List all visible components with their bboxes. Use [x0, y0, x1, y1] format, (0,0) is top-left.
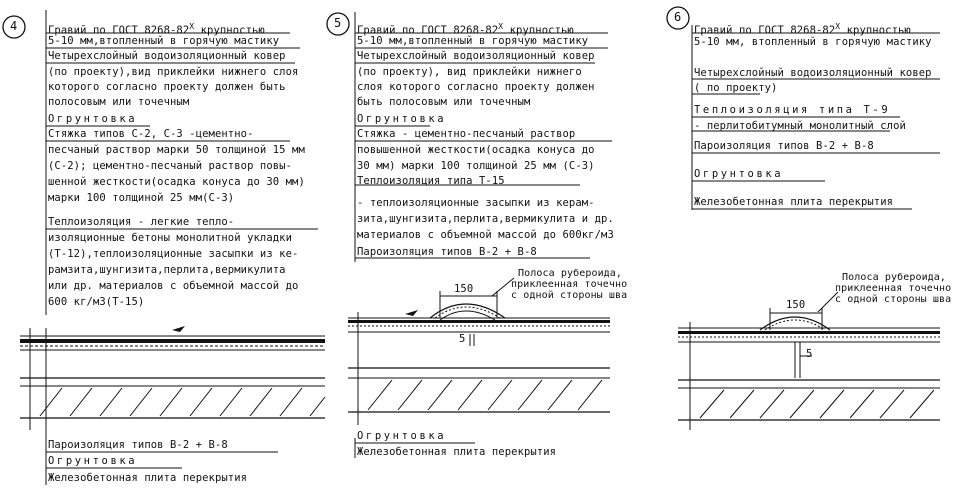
layer-text: Теплоизоляция типа Т-9 — [694, 104, 891, 116]
detail-5-number: 5 — [334, 16, 342, 30]
grain-tail: крупностью — [509, 24, 574, 37]
layer-text: Теплоизоляция - легкие тепло- — [48, 216, 235, 228]
layer-text: 5-10 мм,втопленный в горячую мастику — [357, 35, 589, 47]
layer-text: ( по проекту) — [694, 82, 778, 94]
layer-text: (по проекту), вид приклейки нижнего — [357, 66, 582, 78]
layer-text: Стяжка типов С-2, С-3 -цементно- — [48, 128, 254, 140]
layer-text: песчаный раствор марки 50 толщиной 15 мм — [48, 144, 305, 156]
grain-suffix: X — [498, 22, 504, 31]
layer-text: 5-10 мм,втопленный в горячую мастику — [48, 35, 280, 47]
layer-text: Железобетонная плита перекрытия — [694, 196, 894, 208]
layer-text: Огрунтовка — [694, 168, 784, 180]
layer-text: зита,шунгизита,перлита,вермикулита и др. — [357, 213, 614, 225]
detail-5-dim-width: 150 — [454, 283, 474, 295]
layer-text: (по проекту),вид приклейки нижнего слоя — [48, 66, 299, 78]
detail-4-number: 4 — [10, 19, 18, 33]
layer-text: полосовым или точечным — [48, 96, 190, 108]
layer-text: Четырехслойный водоизоляционный ковер — [48, 50, 286, 62]
layer-text: Пароизоляция типов В-2 + В-8 — [48, 439, 228, 451]
layer-text: Гравий по ГОСТ 8268-82 — [694, 24, 836, 37]
layer-text: повышенной жесткости(осадка конуса до — [357, 144, 595, 156]
note-text: с одной стороны шва — [511, 290, 628, 301]
grain-tail: крупностью — [846, 24, 911, 37]
detail-5-dim-gap: 5 — [459, 333, 466, 345]
layer-text: Гравий по ГОСТ 8268-82 — [357, 24, 499, 37]
layer-text: быть полосовым или точечным — [357, 96, 531, 108]
layer-text: Гравий по ГОСТ 8268-82 — [48, 24, 190, 37]
layer-text: слоя которого согласно проекту должен — [357, 81, 595, 93]
grain-suffix: X — [189, 22, 195, 31]
layer-text: 600 кг/м3(Т-15) — [48, 296, 145, 308]
layer-text: (С-2); цементно-песчаный раствор повы- — [48, 160, 293, 172]
layer-text: Пароизоляция типов В-2 + В-8 — [357, 246, 537, 258]
layer-text: или др. материалов с объемной массой до — [48, 280, 299, 292]
note-text: Полоса рубероида, — [518, 268, 623, 279]
layer-text: Четырехслойный водоизоляционный ковер — [694, 67, 932, 79]
layer-text: шенной жесткости(осадка конуса до 30 мм) — [48, 176, 305, 188]
layer-text: марки 100 толщиной 25 мм(С-3) — [48, 192, 235, 204]
detail-6-leaders — [692, 25, 940, 210]
note-text: Полоса рубероида, — [842, 272, 947, 283]
layer-text: рамзита,шунгизита,перлита,вермикулита — [48, 264, 286, 276]
layer-text: Стяжка - цементно-песчаный раствор — [357, 128, 576, 140]
grain-tail: крупностью — [200, 24, 265, 37]
layer-text: изоляционные бетоны монолитной укладки — [48, 232, 293, 244]
note-text: с одной стороны шва — [835, 294, 952, 305]
note-text: приклеенная точечно — [835, 283, 952, 294]
layer-text: Пароизоляция типов В-2 + В-8 — [694, 140, 874, 152]
detail-6-number: 6 — [674, 10, 682, 24]
layer-text: которого согласно проекту должен быть — [48, 81, 286, 93]
detail-6-dim-width: 150 — [786, 299, 806, 311]
layer-text: Огрунтовка — [48, 113, 138, 125]
layer-text: Теплоизоляция типа Т-15 — [357, 175, 505, 187]
layer-text: Железобетонная плита перекрытия — [48, 472, 248, 484]
detail-6-dim-gap: 5 — [806, 348, 813, 360]
layer-text: Огрунтовка — [48, 455, 138, 467]
layer-text: Огрунтовка — [357, 430, 447, 442]
layer-text: - перлитобитумный монолитный слой — [694, 120, 906, 132]
layer-text: (Т-12),теплоизоляционные засыпки из ке- — [48, 248, 299, 260]
layer-text: Четырехслойный водоизоляционный ковер — [357, 50, 595, 62]
layer-text: 30 мм) марки 100 толщиной 25 мм (С-3) — [357, 160, 595, 172]
layer-text: Огрунтовка — [357, 113, 447, 125]
layer-text: материалов с объемной массой до 600кг/м3 — [357, 229, 614, 241]
detail-4-section — [20, 326, 325, 430]
layer-text: Железобетонная плита перекрытия — [357, 446, 557, 458]
grain-suffix: X — [835, 22, 841, 31]
layer-text: 5-10 мм, втопленный в горячую мастику — [694, 36, 932, 48]
detail-6-section — [678, 292, 940, 430]
layer-text: - теплоизоляционные засыпки из керам- — [357, 197, 595, 209]
note-text: приклеенная точечно — [511, 279, 628, 290]
